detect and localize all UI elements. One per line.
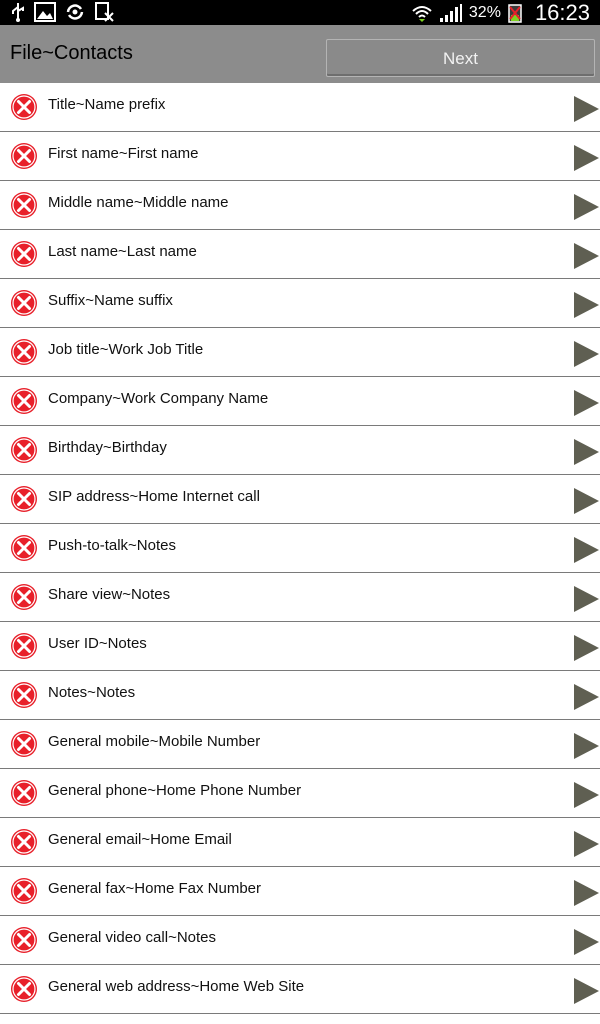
sync-icon [64,2,86,22]
play-arrow-icon[interactable] [572,144,600,172]
status-bar [0,0,600,25]
remove-icon[interactable] [10,828,38,856]
field-mapping-label: Title~Name prefix [48,96,166,113]
remove-icon[interactable] [10,436,38,464]
remove-icon[interactable] [10,681,38,709]
remove-icon[interactable] [10,338,38,366]
remove-icon[interactable] [10,240,38,268]
field-mapping-label: General email~Home Email [48,831,232,848]
remove-icon[interactable] [10,387,38,415]
list-item[interactable] [0,426,600,475]
field-mapping-label: General web address~Home Web Site [48,978,305,995]
list-item[interactable] [0,573,600,622]
action-bar [0,25,600,83]
play-arrow-icon[interactable] [572,977,600,1005]
field-mapping-label: General mobile~Mobile Number [48,733,261,750]
field-mapping-label: User ID~Notes [48,635,147,652]
field-mapping-label: Push-to-talk~Notes [48,537,176,554]
list-item[interactable] [0,524,600,573]
signal-icon [439,3,463,23]
play-arrow-icon[interactable] [572,683,600,711]
play-arrow-icon[interactable] [572,536,600,564]
play-arrow-icon[interactable] [572,732,600,760]
field-mapping-label: General phone~Home Phone Number [48,782,302,799]
play-arrow-icon[interactable] [572,879,600,907]
field-mapping-label: Share view~Notes [48,586,171,603]
play-arrow-icon[interactable] [572,928,600,956]
remove-icon[interactable] [10,191,38,219]
play-arrow-icon[interactable] [572,781,600,809]
remove-icon[interactable] [10,93,38,121]
list-item[interactable] [0,622,600,671]
list-item[interactable] [0,279,600,328]
list-item[interactable] [0,475,600,524]
list-item[interactable] [0,720,600,769]
play-arrow-icon[interactable] [572,340,600,368]
field-mapping-label: Notes~Notes [48,684,136,701]
list-item[interactable] [0,867,600,916]
play-arrow-icon[interactable] [572,242,600,270]
play-arrow-icon[interactable] [572,830,600,858]
list-item[interactable] [0,965,600,1014]
remove-icon[interactable] [10,583,38,611]
remove-icon[interactable] [10,730,38,758]
field-mapping-label: Company~Work Company Name [48,390,269,407]
play-arrow-icon[interactable] [572,487,600,515]
remove-icon[interactable] [10,779,38,807]
list-item[interactable] [0,230,600,279]
play-arrow-icon[interactable] [572,585,600,613]
remove-icon[interactable] [10,632,38,660]
play-arrow-icon[interactable] [572,634,600,662]
field-mapping-label: Middle name~Middle name [48,194,229,211]
field-mapping-label: General video call~Notes [48,929,217,946]
sim-off-icon [94,2,114,22]
list-item[interactable] [0,181,600,230]
list-item[interactable] [0,671,600,720]
remove-icon[interactable] [10,926,38,954]
field-mapping-label: General fax~Home Fax Number [48,880,262,897]
field-mapping-list [0,83,600,1014]
remove-icon[interactable] [10,534,38,562]
remove-icon[interactable] [10,877,38,905]
list-item[interactable] [0,328,600,377]
play-arrow-icon[interactable] [572,438,600,466]
field-mapping-label: SIP address~Home Internet call [48,488,260,505]
list-item[interactable] [0,132,600,181]
list-item[interactable] [0,769,600,818]
clock: 16:23 [534,0,590,25]
remove-icon[interactable] [10,289,38,317]
play-arrow-icon[interactable] [572,291,600,319]
list-item[interactable] [0,377,600,426]
battery-percent: 32% [468,3,501,21]
field-mapping-label: Suffix~Name suffix [48,292,173,309]
next-button[interactable]: Next [326,39,595,77]
field-mapping-label: Job title~Work Job Title [48,341,204,358]
usb-icon [10,2,26,22]
wifi-icon [411,3,433,23]
field-mapping-label: First name~First name [48,145,199,162]
field-mapping-label: Birthday~Birthday [48,439,167,456]
remove-icon[interactable] [10,142,38,170]
battery-icon [507,3,523,23]
play-arrow-icon[interactable] [572,193,600,221]
list-item[interactable] [0,818,600,867]
image-icon [34,2,56,22]
page-title: File~Contacts [10,42,133,64]
list-item[interactable] [0,916,600,965]
remove-icon[interactable] [10,975,38,1003]
list-item[interactable] [0,83,600,132]
play-arrow-icon[interactable] [572,95,600,123]
field-mapping-label: Last name~Last name [48,243,197,260]
play-arrow-icon[interactable] [572,389,600,417]
remove-icon[interactable] [10,485,38,513]
